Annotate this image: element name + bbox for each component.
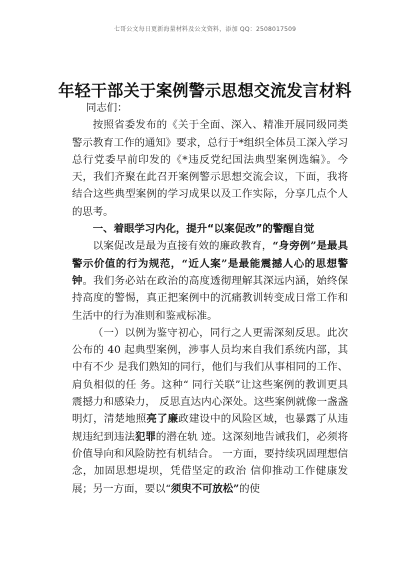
paragraph-3-part-c: 政建设中的风险区域，也暴露了从违规违纪到违法	[72, 413, 349, 443]
section-heading-1: 一、着眼学习内化，提升“以案促改”的警醒自觉	[92, 223, 315, 236]
paragraph-3-emphasis-2: 犯罪	[134, 430, 156, 443]
paragraph-intro: 按照省委发布的《关于全面、深入、精准开展同级同类警示教育工作的通知》要求，总行于*组织全体员工深入学习总行党委早前印发的《*违反党纪国法典型案例选编》。今天，我们齐聚在此召开案例警示思想交流会议，下面，我将结合这些典型案例的学习成果以及工作实际，分享几点个人的思考。	[72, 119, 348, 218]
paragraph-3-part-g: 的使	[239, 482, 260, 495]
paragraph-3-emphasis-3: 须臾不可放松”	[170, 482, 240, 495]
paragraph-2-emphasis: “身旁例”是最具警示价值的行为规范，“近人案”是最能震撼人心的思想警钟	[72, 240, 349, 287]
paragraph-3-part-a: （一）以例为鉴守初心，同行之人更需深刻反思。此次公布的 40 起典型案例，涉事人员均来自我们系统内部，其中有不少 是我们熟知的同行，他们与我们从事相同的工作、肩负相似的任 务。这种“ 同行关联”让这些案例的教训更具震撼力和感染力， 反思直达内心深处。这些案例就像一盏盏明灯，清楚地照	[72, 326, 348, 426]
document-title: 年轻干部关于案例警示思想交流发言材料	[58, 81, 352, 100]
paragraph-2-part-c: 。我们务必站在政治的高度透彻理解其深远内涵，始终保持高度的警惕，真正把案例中的沉痛教训转变成日常工作和生活中的行为准则和鉴戒标准。	[72, 274, 348, 322]
paragraph-3	[72, 325, 348, 498]
document-body	[72, 100, 348, 498]
paragraph-2-part-a: 以案促改是最为直接有效的廉政教育，	[92, 240, 273, 253]
salutation: 同志们：	[86, 102, 128, 114]
paragraph-3-emphasis-1: 亮了廉	[146, 413, 179, 426]
paragraph-3-part-e: 的潜在轨 迹。这深刻地告诫我们，必须将价值导向和风险防控有机结合。 一方面，要持续巩固理想信念，加固思想堤坝，凭借坚定的政治 信仰推动工作健康发展；另一方面，要以“	[72, 430, 349, 495]
header-note: 七哥公文每日更新海量材料及公文资料，添加 QQ：2508017509	[113, 26, 297, 33]
paragraph-2	[72, 238, 348, 324]
